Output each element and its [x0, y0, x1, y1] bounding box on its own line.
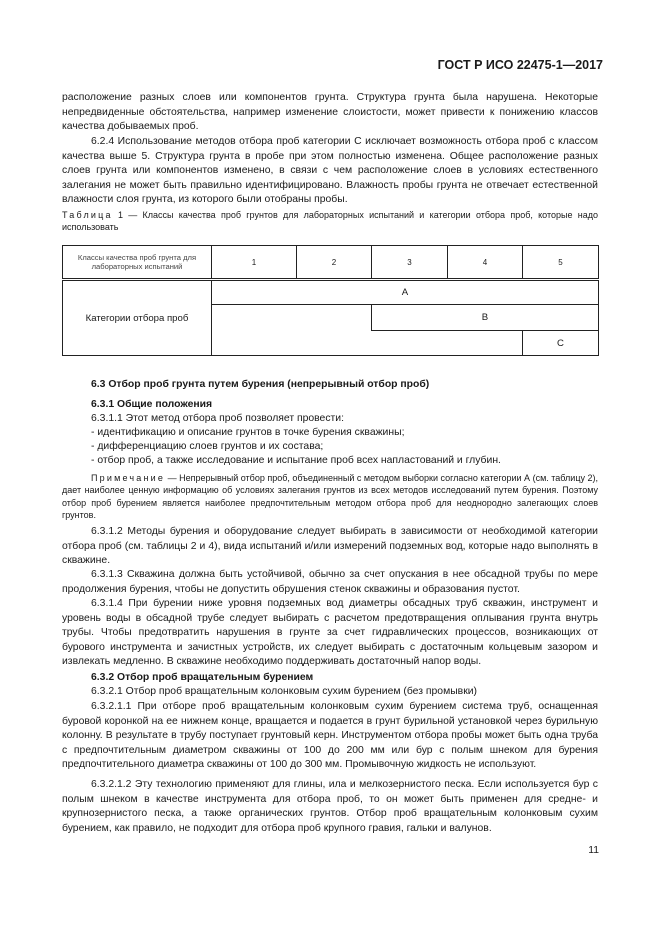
section-6-3-1-heading: 6.3.1 Общие положения [91, 399, 213, 410]
header-label-cell: Классы качества проб грунта для лабораторных испытаний [63, 246, 212, 280]
row-label-cell: Категории отбора проб [63, 280, 212, 356]
paragraph-continuation: расположение разных слоев или компонентов грунта. Структура грунта была нарушена. Некоторые непредвиденные обстоятельства, например изменение слоистости, может привести к понижению классов качества добываемых проб. [62, 92, 598, 133]
empty-cell [212, 331, 523, 356]
paragraph-6-2-4: 6.2.4 Использование методов отбора проб категории С исключает возможность отбора проб с классом качества выше 5. Структура грунта в пробе при этом полностью изменена. Общее расположение разных слоев грунта или компонентов изменено, в связи с чем расположение слоев в условиях естественного залегания не может быть правильно идентифицировано. Влажность пробы грунта не отвечает естественной влажности слоя грунта, из которого были отобраны пробы. [62, 136, 598, 206]
class-cell: 3 [372, 246, 448, 280]
page-number: 11 [588, 845, 599, 856]
class-cell: 5 [523, 246, 599, 280]
list-item: - дифференциацию слоев грунтов и их состава; [91, 441, 324, 452]
class-cell: 1 [212, 246, 297, 280]
table-header-row [63, 246, 599, 280]
class-cell: 4 [448, 246, 523, 280]
table-caption [62, 209, 598, 234]
paragraph-6-3-1-2: 6.3.1.2 Методы бурения и оборудование следует выбирать в зависимости от необходимой категории отбора проб (см. таблицы 2 и 4), вида испытаний и/или измерений подземных вод, которые надо выполнять в скважине. [62, 526, 598, 567]
note-text: — Непрерывный отбор проб, объединенный с методом выборки согласно категории А (см. таблицу 2), дает наиболее ценную информацию об условиях залегания грунтов из всех методов исследований путем бурения. Поэтому отбор проб бурением является наиболее предпочтительным методом отбора проб для неоднородно залегающих слоев грунтов. [62, 473, 598, 521]
section-6-3-2-heading: 6.3.2 Отбор проб вращательным бурением [91, 672, 314, 683]
list-item: - идентификацию и описание грунтов в точке бурения скважины; [91, 427, 405, 438]
quality-classes-table [62, 245, 599, 356]
list-item: - отбор проб, а также исследование и испытание проб всех напластований и глубин. [91, 455, 501, 466]
note-label: Примечание [91, 473, 166, 483]
category-a-cell: A [212, 280, 599, 305]
class-cell: 2 [297, 246, 372, 280]
category-c-cell: C [523, 331, 599, 356]
category-row-a [63, 280, 599, 305]
table-caption-text: 1 — Классы качества проб грунтов для лабораторных испытаний и категории отбора проб, которые надо использовать [62, 210, 598, 233]
paragraph-6-3-2-1-2: 6.3.2.1.2 Эту технологию применяют для глины, ила и мелкозернистого песка. Если используется бур с полым шнеком в качестве инструмента для отбора проб, то он может быть применен для средне- и крупнозернистого песка, а также органических грунтов. Отбор проб вращательным колонковым сухим бурением, как правило, не подходит для отбора проб крупного гравия, гальки и валунов. [62, 779, 598, 834]
table-caption-label: Таблица [62, 210, 113, 220]
paragraph-6-3-1-3: 6.3.1.3 Скважина должна быть устойчивой, обычно за счет опускания в нее обсадной трубы по мере продолжения бурения, чтобы не допустить обрушения стенок скважины и образования пустот. [62, 569, 598, 595]
paragraph-6-3-2-1-1: 6.3.2.1.1 При отборе проб вращательным колонковым сухим бурением система труб, оснащенная буровой коронкой на ее нижнем конце, вращается и подается в грунт бурильной установкой через бурильную колонну. В результате в трубу поступает грунтовый керн. Инструментом отбора пробы может быть одна труба с предпочтительным диаметром скважины от 100 до 200 мм или бур с полым шнеком для бурения предпочтительного диаметра скважины от 100 до 300 мм. Промывочную жидкость не используют. [62, 701, 598, 771]
paragraph-6-3-2-1: 6.3.2.1 Отбор проб вращательным колонковым сухим бурением (без промывки) [91, 686, 478, 697]
paragraph-6-3-1-4: 6.3.1.4 При бурении ниже уровня подземных вод диаметры обсадных труб скважин, инструмент и уровень воды в обсадной трубе следует выбирать с расчетом предотвращения оплывания грунта внутрь трубы. Чтобы предотвратить нарушения в грунте за счет гидравлических процессов, возникающих от бурового инструмента и зачистных устройств, их следует выбирать с достаточным кольцевым зазором и извлекать медленно. В скважине необходимо поддерживать достаточный напор воды. [62, 598, 598, 668]
paragraph-6-3-1-1: 6.3.1.1 Этот метод отбора проб позволяет провести: [91, 413, 344, 424]
empty-cell [212, 305, 372, 331]
note [62, 472, 598, 522]
category-b-cell: B [372, 305, 599, 331]
document-id-header: ГОСТ Р ИСО 22475-1—2017 [437, 58, 603, 72]
section-6-3-heading: 6.3 Отбор проб грунта путем бурения (непрерывный отбор проб) [91, 379, 430, 390]
